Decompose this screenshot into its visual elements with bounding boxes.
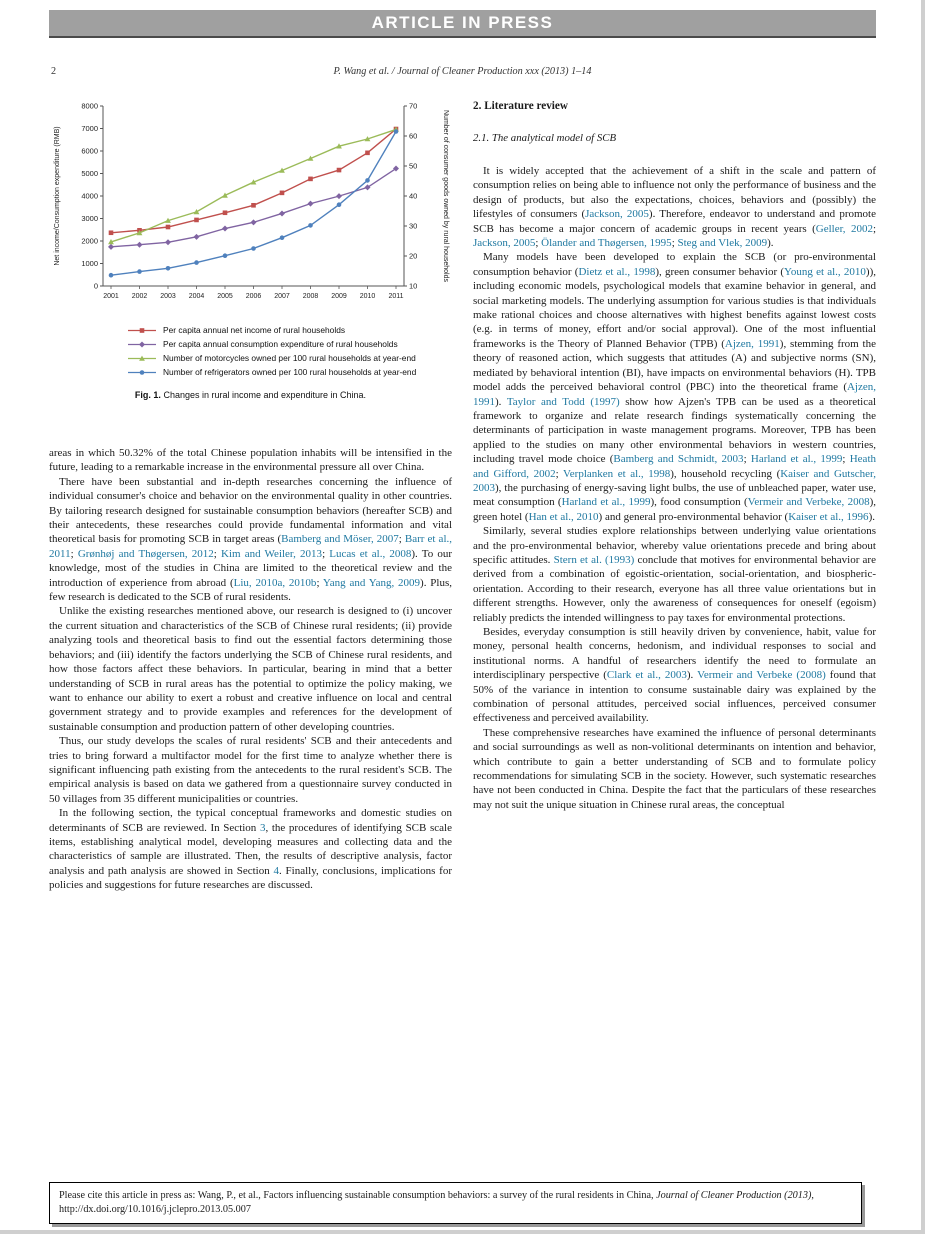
paragraph [473,625,876,726]
data-point-circle [140,370,145,375]
text-run: ). To our knowledge, most of the studies in China are limited to the theoretical review and the introduction of experience from abroad ( [49,547,453,589]
data-point-square [251,203,256,208]
figure-caption-label: Fig. 1. [134,390,161,400]
paragraph [473,726,876,812]
citation-link[interactable]: Kaiser and Gutscher, 2003 [473,467,877,494]
data-point-diamond [336,193,342,199]
text-run: ; [671,237,678,250]
text-run: ; [535,237,542,250]
citation-link[interactable]: Steg and Vlek, 2009 [677,237,768,250]
data-point-circle [166,266,171,271]
text-run: Journal of Cleaner Production (2013) [656,1190,812,1201]
x-axis-tick-label: 2008 [302,293,319,300]
legend-item [127,367,452,377]
text-run: ), green hotel ( [473,496,876,523]
x-axis-tick-label: 2001 [103,293,119,300]
citation-link[interactable]: Taylor and Todd (1997) [506,395,620,408]
data-point-circle [194,260,199,265]
paragraph [473,524,876,625]
citation-link[interactable]: Geller, 2002 [815,222,873,235]
x-axis-tick-label: 2011 [388,293,404,300]
text-run: ). [686,669,698,682]
left-column [49,98,452,893]
left-axis-tick-label: 2000 [81,236,98,246]
chart-area [49,98,452,319]
paragraph [49,604,452,734]
data-point-square [109,230,114,235]
right-column-text [473,164,876,812]
right-axis-tick-label: 50 [409,161,418,171]
text-run: ; [322,547,330,560]
legend-item [127,339,452,349]
data-point-diamond [194,234,200,240]
legend-label: Per capita annual consumption expenditure of rural households [163,339,398,349]
rural-income-expenditure-chart [49,98,452,314]
text-run: ) and general pro-environmental behavior ( [598,510,789,523]
text-run: Similarly, several studies explore relationships between underlying value orientations and the pro-environmental behavior, whereby value orientations precede and bring about specific attitudes. [473,525,876,566]
figure-caption [49,390,452,400]
text-run: There have been substantial and in-depth researches concerning the influence of individual consumer's choice and behavior on the environmental quality in other countries. By tailoring research designed for sustainable consumption behaviors (hereafter SCB) and their antecedents, these researches could provide fundamental information and vital theoretical basis for promoting SCB in target areas ( [49,475,452,546]
left-axis-tick-label: 6000 [81,146,98,156]
x-axis-tick-label: 2007 [274,293,290,300]
citation-link[interactable]: Stern et al. (1993) [553,553,635,566]
citation-link[interactable]: Young et al., 2010 [784,265,866,278]
text-run: ; [872,222,877,235]
citation-link[interactable]: Kim and Weiler, 2013 [221,547,323,560]
text-run: ), the purchasing of energy-saving light bulbs, the use of unbleached paper, water use, meat consumption ( [473,481,876,509]
text-run: ), green consumer behavior ( [655,265,784,278]
citation-link[interactable]: Liu, 2010a, 2010b [233,576,317,589]
x-axis-tick-label: 2002 [131,293,148,300]
paragraph [49,806,452,892]
text-run: ), stemming from the theory of reasoned action, which suggests that attitudes (A) and subjective norms (SN), mediated by behavioral intention (BI), have impacts on environmental behaviors (H). TPB model adds the perceived behavioral control (PBC) into the theoretical frame ( [473,337,877,394]
right-axis-tick-label: 20 [409,251,418,261]
text-run: These comprehensive researches have examined the influence of personal determinants and social surroundings as well as non-volitional determinants on intention and behavior, which contribute to gain a better understanding of SCB and to formulate policy recommendations for simulating SCB in the society. However, such systematic researches have not been conducted in China. Despite the fact that the particulars of these researches may not suit the unique situation in Chinese rural areas, the conceptual [473,726,876,811]
citation-link[interactable]: Yang and Yang, 2009 [322,576,421,589]
data-point-circle [280,235,285,240]
text-run: ), household recycling ( [670,467,781,480]
left-axis-tick-label: 7000 [81,124,98,133]
page-number: 2 [51,66,57,77]
x-axis-tick-label: 2010 [359,293,376,300]
legend-label: Number of motorcycles owned per 100 rural households at year-end [163,353,416,363]
text-run: areas in which 50.32% of the total Chinese population inhabits will be intensified in the future, leading to a remarkable increase in the environmental pressure all over China. [49,447,452,474]
data-point-square [166,225,171,230]
text-run: )), including economic models, psychological models that examine behavior in general, and social marketing models. The underlying assumption for various studies is that individuals make rational choices and choose alternatives with highest benefits against lowest costs (e.g. in terms of money, effort and/or social approval). One of the most influential frameworks is the Theory of Planned Behavior (TPB) ( [473,265,876,350]
left-axis-tick-label: 5000 [81,169,98,178]
legend-label: Per capita annual net income of rural households [163,325,346,335]
citation-link[interactable]: Verplanken et al., 1998 [563,467,671,480]
text-run: ; [398,533,405,546]
data-point-diamond [108,244,114,250]
data-point-square [365,151,370,156]
left-axis-title: Net income/Consumption expenditure (RMB) [54,126,61,266]
citation-link[interactable]: Harland et al., 1999 [561,496,651,509]
citation-link[interactable]: Harland et al., 1999 [750,453,843,466]
running-head [49,66,876,77]
data-point-square [194,218,199,223]
citation-link[interactable]: Han et al., 2010 [528,510,599,523]
data-point-square [337,168,342,173]
figure-legend [127,325,452,377]
paragraph [49,475,452,605]
right-axis-tick-label: 30 [409,221,418,231]
data-point-diamond [222,226,228,232]
text-run: ). Plus, few research is dedicated to the SCB of rural residents. [49,576,452,604]
citation-link[interactable]: Grønhøj and Thøgersen, 2012 [77,547,214,560]
text-run: In the following section, the typical conceptual frameworks and domestic studies on determinants of SCB are reviewed. In Section [49,807,452,834]
citation-link[interactable]: Jackson, 2005 [585,208,649,221]
x-axis-tick-label: 2003 [160,293,176,300]
paragraph [473,250,876,524]
text-run: Unlike the existing researches mentioned above, our research is designed to (i) uncover the current situation and characteristics of the SCB of Chinese rural residents; (ii) provide analyzing tools and theoretical basis to find out the essential factors determining those behaviors; and (iii) identify the factors underlying the SCB of Chinese rural residents, and how those factors affect these behaviors. In particular, bearing in mind that a better understanding of SCB in rural areas has the potential to optimize the policy making, we want to enhance our ability to exert a robust and creative influence on local and central government strategy and to provide examples and references for the development of sustainable consumption and production pattern of other developing countries. [49,605,452,733]
citation-link[interactable]: Ajzen, 1991 [724,337,780,350]
x-axis-tick-label: 2004 [188,293,205,300]
citation-link[interactable]: Bamberg and Schmidt, 2003 [613,453,744,466]
figure-caption-text: Changes in rural income and expenditure in China. [160,390,367,400]
right-axis-title: Number of consumer goods owned by rural households [442,110,449,282]
legend-label: Number of refrigerators owned per 100 rural households at year-end [163,367,417,377]
data-point-triangle [194,209,200,214]
right-column [473,98,876,812]
citation-link[interactable]: Vermeir and Verbeke (2008) [697,669,826,682]
data-point-diamond [139,341,145,347]
x-axis-tick-label: 2005 [217,293,233,300]
text-run: ). [767,237,774,250]
left-axis-tick-label: 4000 [81,191,98,201]
right-axis-tick-label: 40 [409,191,418,201]
page-edge-right [921,0,925,1234]
data-point-circle [137,269,142,274]
citation-link[interactable]: Lucas et al., 2008 [329,547,412,560]
citation-box [49,1182,862,1224]
citation-link[interactable]: Vermeir and Verbeke, 2008 [747,496,870,509]
citation-link[interactable]: Heath and Gifford, 2002 [473,453,876,480]
data-point-circle [365,178,370,183]
text-run: found that 50% of the variance in intention to consume sustainable dairy was explained by the combination of personal attitudes, perceived social influences, perceived consumer effectiveness and perceived availability. [473,669,876,725]
text-run: Thus, our study develops the scales of rural residents' SCB and their antecedents and tries to bring forward a multifactor model for the first time to analyze whether there is significant influencing path existing from the antecedents to the rural resident's SCB. The empirical analysis is based on data we gathered from a questionnaire survey conducted in 50 villages from 35 different municipalities or countries. [49,735,452,805]
legend-item [127,353,452,363]
text-run: ; [213,547,222,560]
citation-link[interactable]: Barr et al., 2011 [49,533,452,560]
data-point-square [308,177,313,182]
left-axis-tick-label: 8000 [81,101,98,111]
data-point-square [140,328,145,333]
x-axis-tick-label: 2006 [245,293,262,300]
legend-square-marker-icon [127,326,157,335]
text-run: conclude that motives for environmental behavior are derived from a combination of egoistic-orientation, social-orientation, and biospheric-orientation. According to their research, everyone has all three value orientations but in different strengths. However, only the awareness of consequences for oneself (egoism) reliably predicts the intended willingness to pay taxes for environmental protections. [473,553,876,624]
left-axis-tick-label: 3000 [81,214,98,223]
citation-link[interactable]: Dietz et al., 1998 [578,265,656,278]
citation-link[interactable]: Clark et al., 2003 [606,669,687,682]
text-run: . Finally, conclusions, implications for policies and suggestions for future researches are discussed. [49,864,452,892]
x-axis-tick-label: 2009 [331,293,347,300]
data-point-circle [251,246,256,251]
legend-circle-marker-icon [127,368,157,377]
citation-link[interactable]: Ajzen, 1991 [473,381,876,408]
paragraph [49,734,452,806]
citation-link[interactable]: Ölander and Thøgersen, 1995 [541,237,672,250]
data-point-circle [109,273,114,278]
banner-text: ARTICLE IN PRESS [371,13,554,32]
data-point-circle [337,202,342,207]
text-run: ). [868,510,875,523]
data-point-circle [394,129,399,134]
text-run: ). Therefore, endeavor to understand and promote SCB has become a major concern of academic groups in recent years ( [473,208,876,235]
text-run: ; [316,576,323,589]
right-axis-tick-label: 70 [409,101,418,111]
text-run: Please cite this article in press as: Wang, P., et al., Factors influencing sustainable consumption behaviors: a survey of the rural residents in China, [59,1190,657,1201]
running-title: P. Wang et al. / Journal of Cleaner Production xxx (2013) 1–14 [333,66,592,77]
text-run: ), food consumption ( [650,496,748,509]
left-axis-tick-label: 0 [93,281,98,291]
text-run: ; [842,453,850,466]
legend-diamond-marker-icon [127,340,157,349]
citation-link[interactable]: Bamberg and Möser, 2007 [281,533,399,546]
legend-item [127,325,452,335]
data-point-diamond [251,219,257,225]
data-point-diamond [137,242,143,248]
left-axis-tick-label: 1000 [81,259,98,268]
right-axis-tick-label: 10 [409,281,418,291]
text-run: ; [743,453,751,466]
text-run: , the procedures of identifying SCB scale items, establishing analytical model, developing measures and collecting data and the characteristics of sample are illustrated. Then, the results of descriptive analysis, factor analysis and path analysis are showed in Section [49,821,452,877]
page-edge-bottom [0,1230,925,1234]
text-run: ; [555,467,564,480]
citation-link[interactable]: Kaiser et al., 1996 [788,510,869,523]
citation-link[interactable]: Jackson, 2005 [473,237,536,250]
text-run: Besides, everyday consumption is still heavily driven by convenience, habit, value for money, personal health concerns, hedonism, and individual responses to social and institutional norms. A handful of researchers identify the need to formulate an interdisciplinary perspective ( [473,626,876,682]
figure-1 [49,98,452,400]
text-run: , http://dx.doi.org/10.1016/j.jclepro.2013.05.007 [59,1190,814,1215]
text-run: Many models have been developed to explain the SCB (or pro-environmental consumption behavior ( [473,251,876,278]
data-point-circle [308,223,313,228]
data-point-square [280,191,285,196]
text-run: It is widely accepted that the achievement of a shift in the scale and pattern of consumption relies on being able to influence not only the performance of business and the design of products, but also the expectations, choices, behaviors and (possibly) the lifestyles of consumers ( [473,165,876,221]
paragraph [49,446,452,475]
citation-link[interactable]: 3 [259,821,266,834]
paragraph [473,164,876,250]
subsection-heading: 2.1. The analytical model of SCB [473,132,617,144]
text-run: show how Ajzen's TPB can be used as a theoretical framework to organize and relate research findings systematically concerning the determinants of participation in waste management programs. Moreover, TPB has been applied to the studies on many other environmental behaviors in western countries, including travel mode choice ( [473,395,877,466]
data-point-circle [223,253,228,258]
text-run: ; [70,547,78,560]
right-axis-tick-label: 60 [409,131,418,141]
data-point-diamond [165,239,171,245]
data-point-square [223,210,228,215]
citation-link[interactable]: 4 [273,864,280,877]
text-run: ). [495,395,507,408]
article-in-press-banner [49,10,876,38]
left-column-text [49,446,452,893]
data-point-diamond [308,201,314,207]
section-heading: 2. Literature review [473,100,568,112]
legend-triangle-marker-icon [127,354,157,363]
data-point-diamond [279,210,285,216]
